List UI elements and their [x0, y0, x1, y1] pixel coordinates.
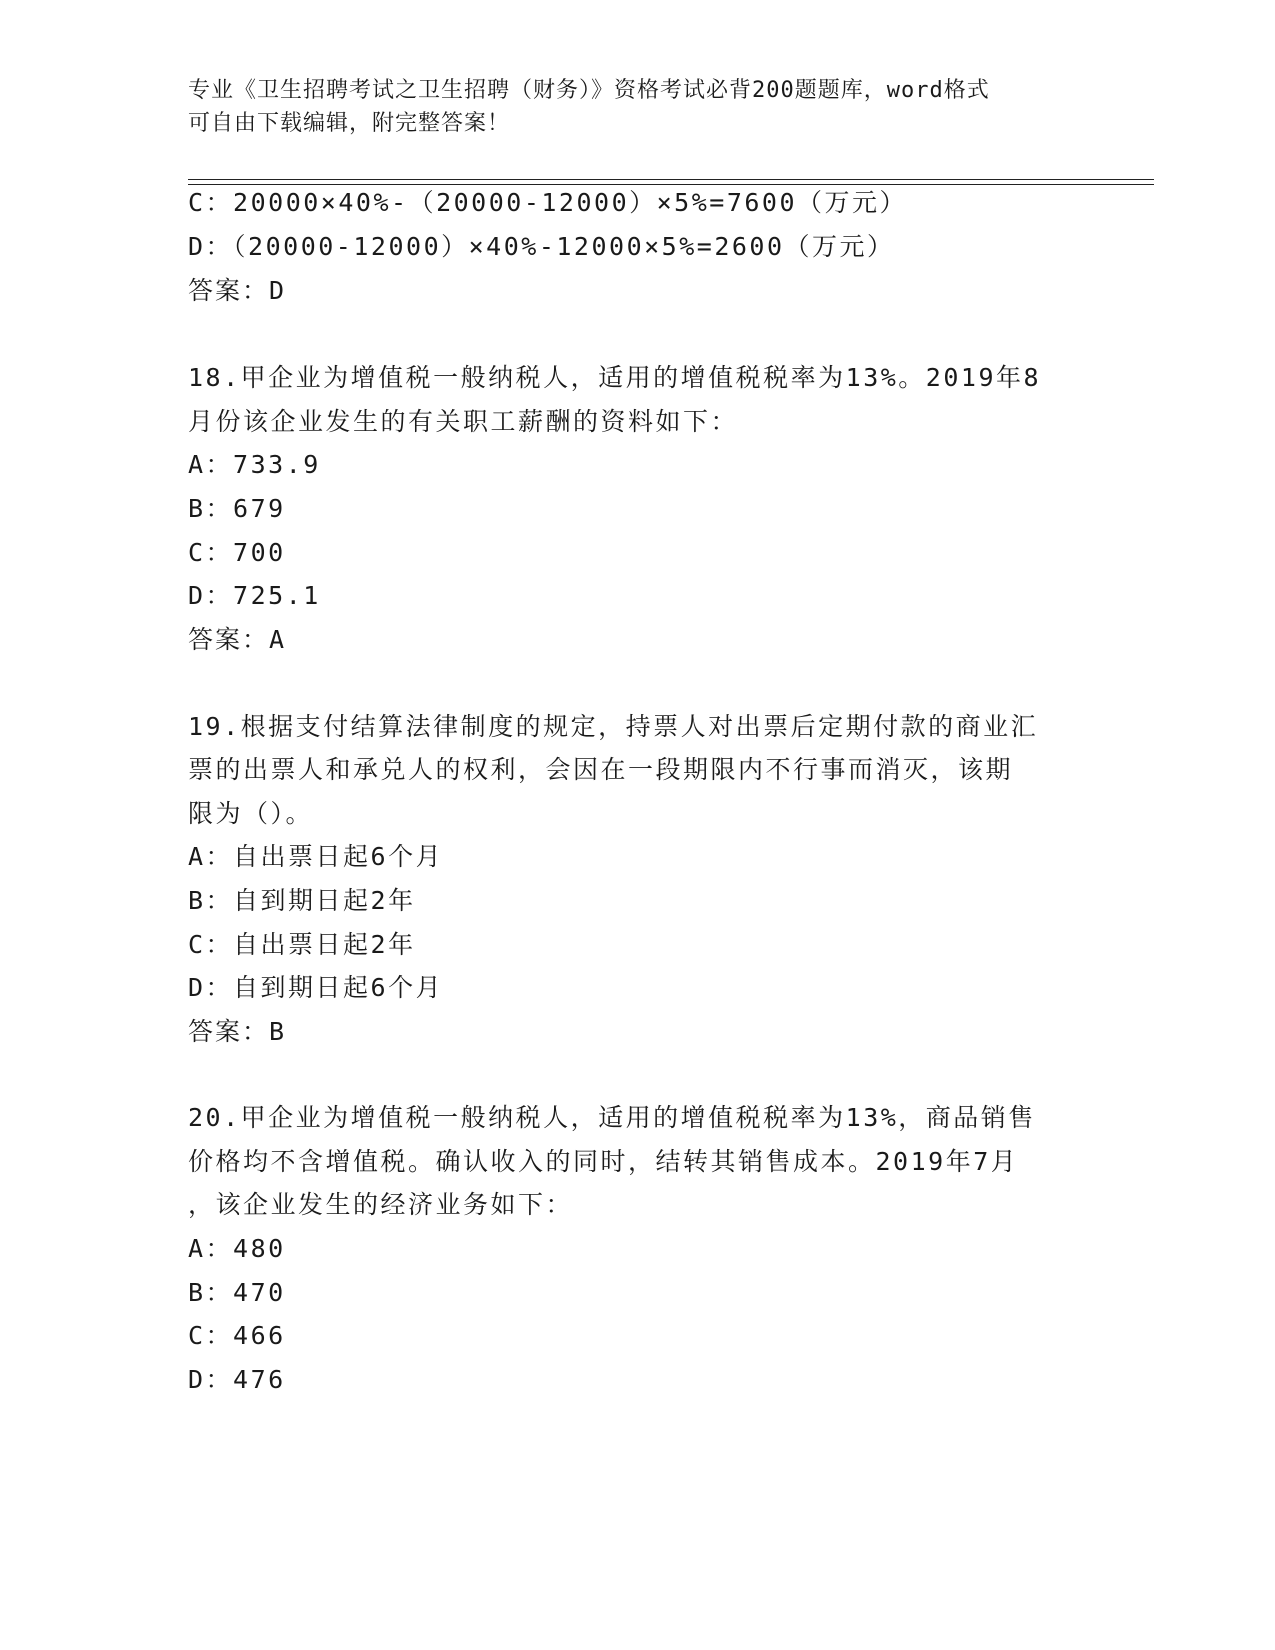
q19-option-a: A：自出票日起6个月 — [188, 842, 444, 871]
q18-option-b: B：679 — [188, 494, 286, 523]
q20-text-line-2: 价格均不含增值税。确认收入的同时，结转其销售成本。2019年7月 — [188, 1147, 1019, 1176]
prev-option-d: D：（20000-12000）×40%-12000×5%=2600（万元） — [188, 232, 895, 261]
q19-text-line-2: 票的出票人和承兑人的权利，会因在一段期限内不行事而消灭，该期 — [188, 755, 1014, 784]
q19-option-b: B：自到期日起2年 — [188, 886, 416, 915]
q20-text-line-1: 20.甲企业为增值税一般纳税人，适用的增值税税率为13%，商品销售 — [188, 1103, 1036, 1132]
document-header — [188, 74, 1068, 140]
q18-text-line-2: 月份该企业发生的有关职工薪酬的资料如下： — [188, 407, 739, 436]
q19-answer: 答案：B — [188, 1017, 287, 1046]
header-line-1: 专业《卫生招聘考试之卫生招聘（财务）》资格考试必背200题题库，word格式 — [188, 78, 990, 103]
q20-text-line-3: ，该企业发生的经济业务如下： — [188, 1190, 574, 1219]
q20-option-d: D：476 — [188, 1365, 286, 1394]
q18-answer: 答案：A — [188, 625, 287, 654]
q19-text-line-1: 19.根据支付结算法律制度的规定，持票人对出票后定期付款的商业汇 — [188, 712, 1039, 741]
q18-text-line-1: 18.甲企业为增值税一般纳税人，适用的增值税税率为13%。2019年8 — [188, 363, 1042, 392]
q20-option-a: A：480 — [188, 1234, 286, 1263]
q19-option-d: D：自到期日起6个月 — [188, 973, 444, 1002]
q19-option-c: C：自出票日起2年 — [188, 930, 416, 959]
q19-text-line-3: 限为（）。 — [188, 799, 314, 828]
q18-option-a: A：733.9 — [188, 450, 321, 479]
prev-option-c: C：20000×40%-（20000-12000）×5%=7600（万元） — [188, 188, 908, 217]
prev-answer: 答案：D — [188, 276, 287, 305]
header-divider-top — [188, 179, 1154, 180]
q18-option-c: C：700 — [188, 538, 286, 567]
q20-option-c: C：466 — [188, 1321, 286, 1350]
q20-option-b: B：470 — [188, 1278, 286, 1307]
q18-option-d: D：725.1 — [188, 581, 321, 610]
header-line-2: 可自由下载编辑，附完整答案！ — [188, 111, 511, 136]
